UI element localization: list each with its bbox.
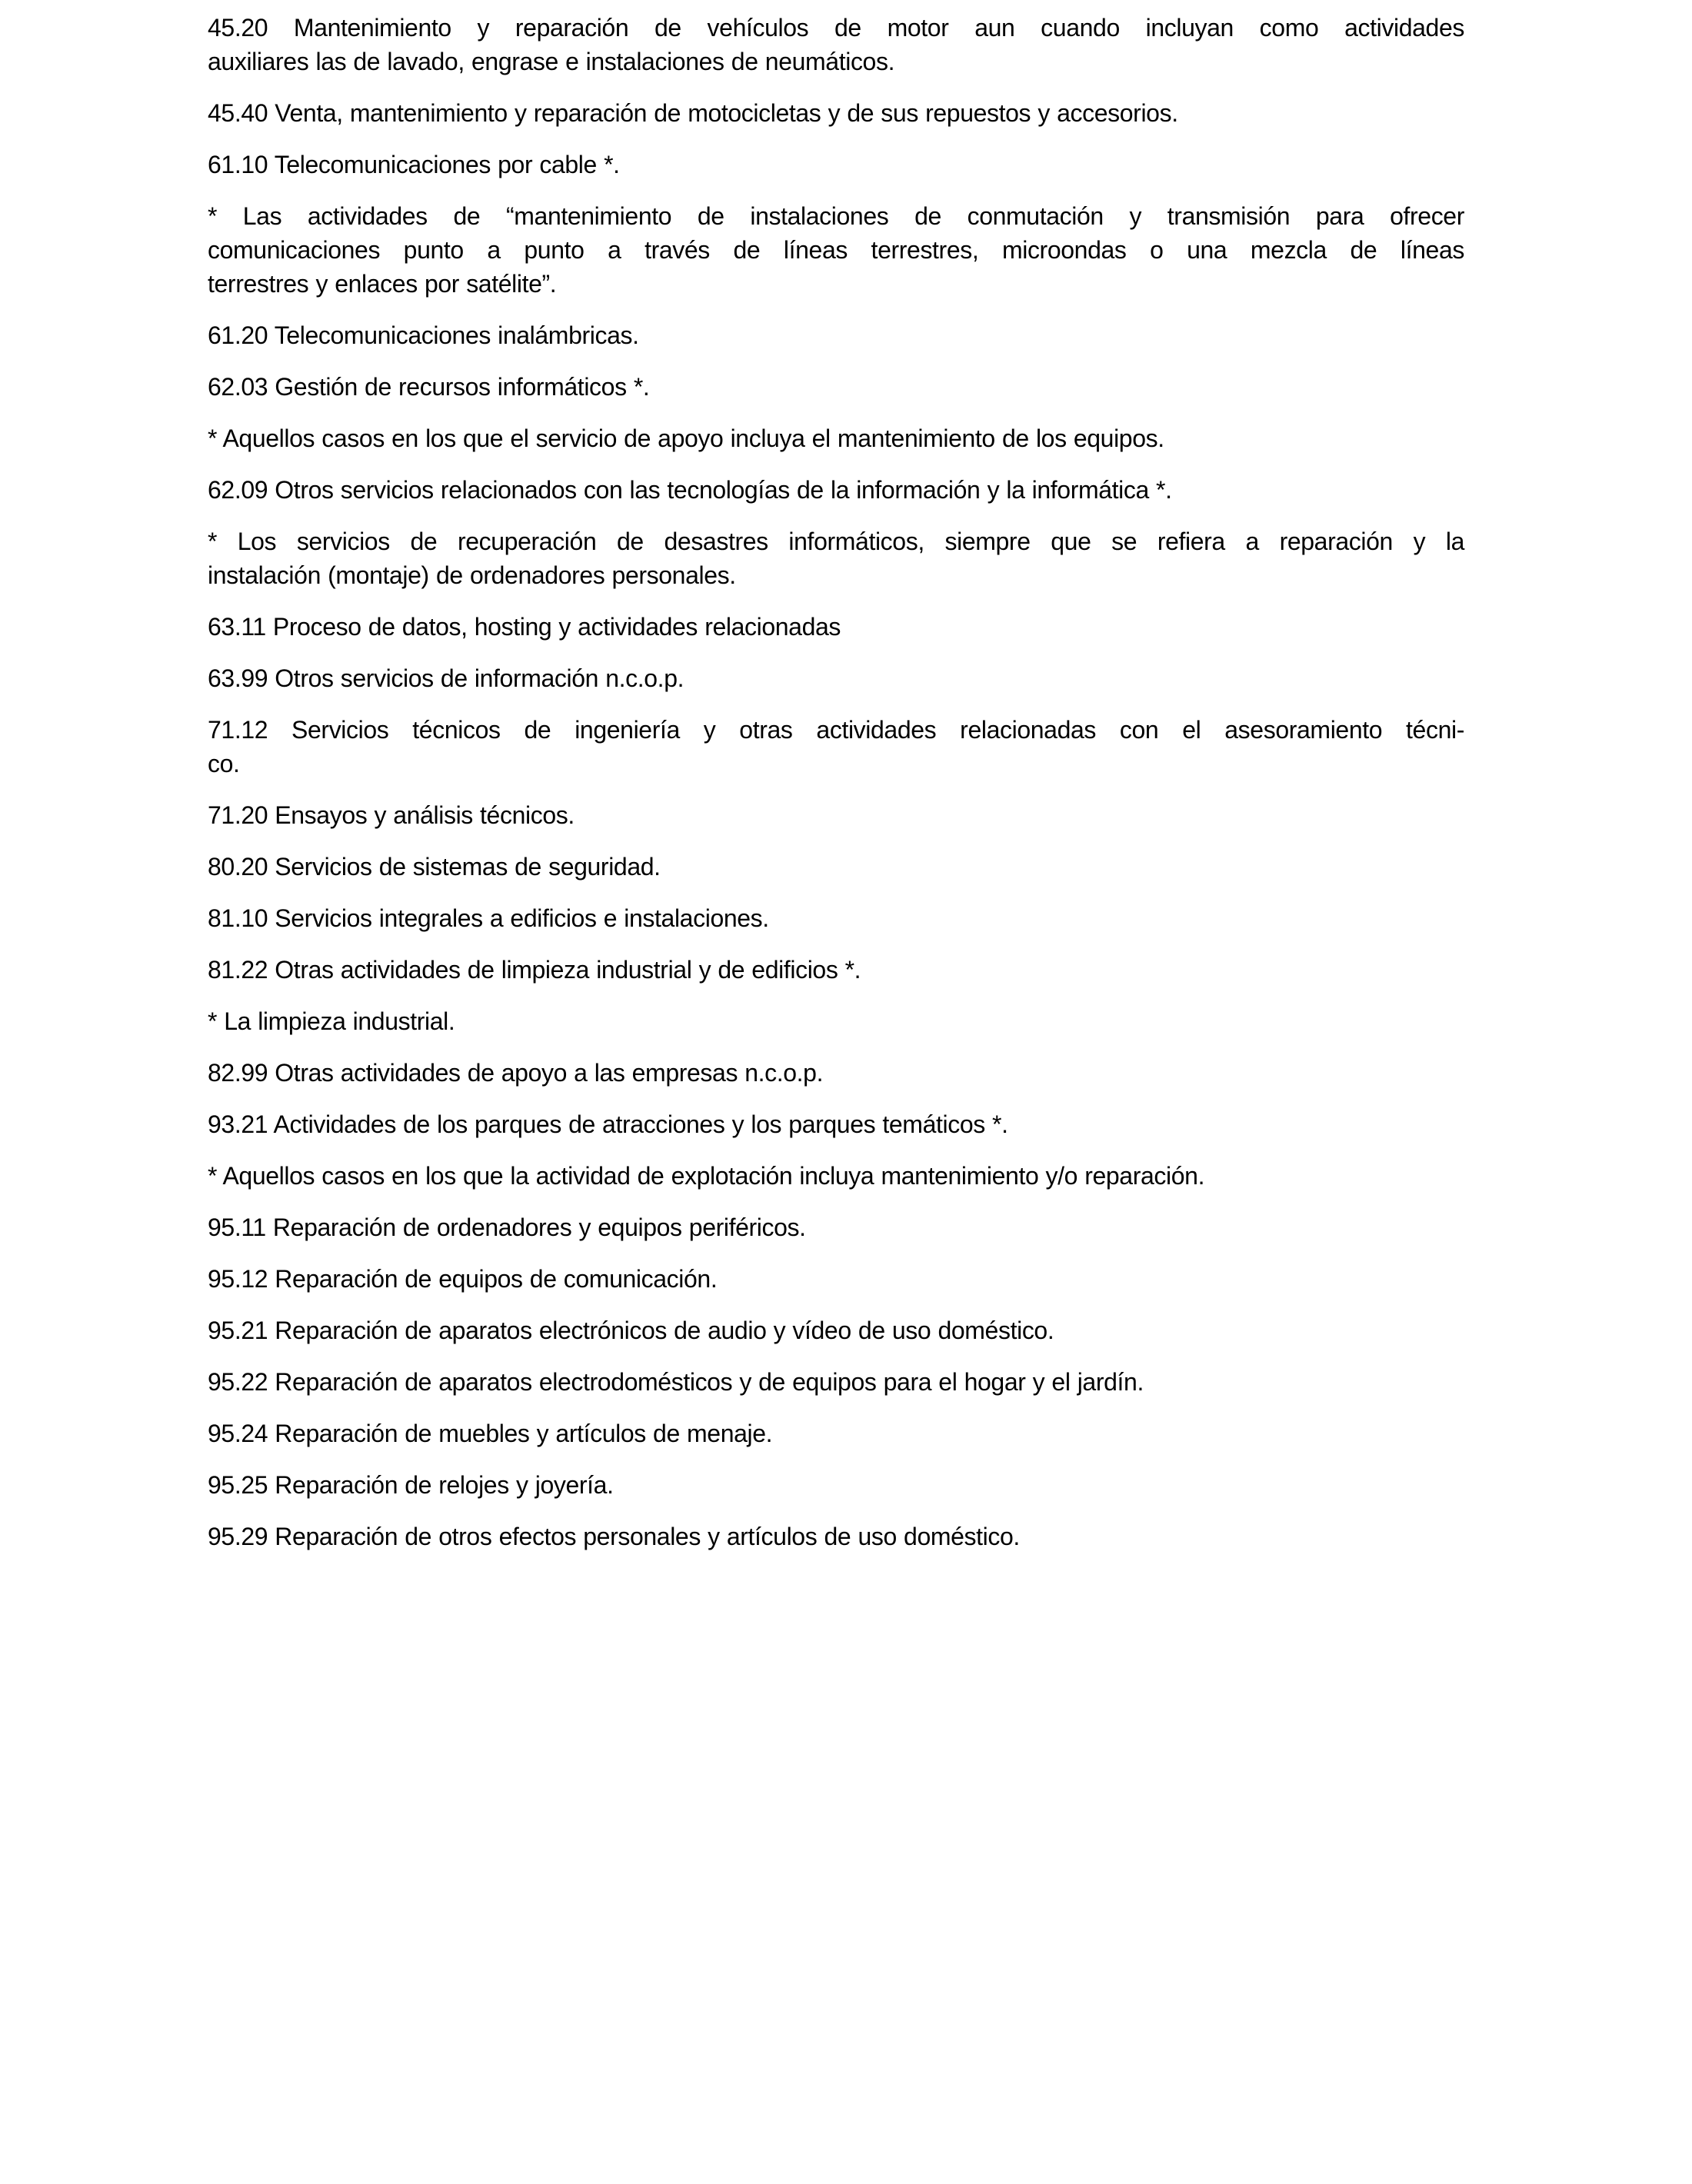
paragraph: [208, 370, 1464, 404]
text-line: 62.03 Gestión de recursos informáticos *.: [208, 373, 650, 401]
text-line: 80.20 Servicios de sistemas de seguridad.: [208, 853, 661, 881]
text-line: 61.20 Telecomunicaciones inalámbricas.: [208, 321, 639, 349]
paragraph: [208, 901, 1464, 935]
text-line: comunicaciones punto a punto a través de líneas terrestres, microondas o una mezcla de líneas: [208, 236, 1464, 264]
text-line: 45.40 Venta, mantenimiento y reparación de motocicletas y de sus repuestos y accesorios.: [208, 99, 1178, 127]
paragraph: [208, 473, 1464, 507]
text-line: terrestres y enlaces por satélite”.: [208, 270, 557, 298]
text-line: 82.99 Otras actividades de apoyo a las empresas n.c.o.p.: [208, 1059, 824, 1087]
text-line: auxiliares las de lavado, engrase e instalaciones de neumáticos.: [208, 48, 895, 75]
text-line: 45.20 Mantenimiento y reparación de vehículos de motor aun cuando incluyan como actividades: [208, 14, 1464, 42]
paragraph: [208, 421, 1464, 455]
paragraph: [208, 1365, 1464, 1399]
text-line: 95.24 Reparación de muebles y artículos de menaje.: [208, 1420, 773, 1447]
text-line: 95.22 Reparación de aparatos electrodomésticos y de equipos para el hogar y el jardín.: [208, 1368, 1144, 1396]
paragraph: [208, 1520, 1464, 1553]
paragraph: [208, 798, 1464, 832]
text-line: 93.21 Actividades de los parques de atracciones y los parques temáticos *.: [208, 1110, 1008, 1138]
text-line: 62.09 Otros servicios relacionados con las tecnologías de la información y la informática *.: [208, 476, 1172, 504]
paragraph: [208, 661, 1464, 695]
text-line: 63.99 Otros servicios de información n.c.o.p.: [208, 664, 684, 692]
paragraph: [208, 953, 1464, 987]
text-line: 95.25 Reparación de relojes y joyería.: [208, 1471, 614, 1499]
text-line: 63.11 Proceso de datos, hosting y actividades relacionadas: [208, 613, 841, 641]
text-line: * Los servicios de recuperación de desastres informáticos, siempre que se refiera a reparación y la: [208, 528, 1464, 555]
text-line: instalación (montaje) de ordenadores personales.: [208, 561, 736, 589]
paragraph: [208, 713, 1464, 781]
text-line: 95.11 Reparación de ordenadores y equipos periféricos.: [208, 1214, 806, 1241]
paragraph: [208, 1107, 1464, 1141]
paragraph: [208, 11, 1464, 78]
paragraph: [208, 1417, 1464, 1450]
text-line: 71.20 Ensayos y análisis técnicos.: [208, 801, 575, 829]
paragraph: [208, 850, 1464, 884]
paragraph: [208, 199, 1464, 301]
text-line: 95.21 Reparación de aparatos electrónicos de audio y vídeo de uso doméstico.: [208, 1317, 1054, 1344]
paragraph: [208, 610, 1464, 644]
text-line: 71.12 Servicios técnicos de ingeniería y otras actividades relacionadas con el asesoramiento técni-: [208, 716, 1464, 744]
text-line: * Aquellos casos en los que el servicio de apoyo incluya el mantenimiento de los equipos.: [208, 424, 1164, 452]
paragraph: [208, 1262, 1464, 1296]
paragraph: [208, 96, 1464, 130]
text-line: * Las actividades de “mantenimiento de instalaciones de conmutación y transmisión para ofrecer: [208, 202, 1464, 230]
paragraph: [208, 1210, 1464, 1244]
paragraph: [208, 1004, 1464, 1038]
text-line: co.: [208, 750, 240, 777]
paragraph: [208, 1468, 1464, 1502]
text-line: 61.10 Telecomunicaciones por cable *.: [208, 151, 620, 178]
paragraph: [208, 1159, 1464, 1193]
paragraph: [208, 318, 1464, 352]
paragraph: [208, 524, 1464, 592]
text-line: 95.12 Reparación de equipos de comunicación.: [208, 1265, 718, 1293]
text-line: 81.22 Otras actividades de limpieza industrial y de edificios *.: [208, 956, 861, 984]
paragraph: [208, 1313, 1464, 1347]
text-line: 95.29 Reparación de otros efectos personales y artículos de uso doméstico.: [208, 1523, 1020, 1550]
text-line: * Aquellos casos en los que la actividad de explotación incluya mantenimiento y/o reparación.: [208, 1162, 1205, 1190]
text-line: * La limpieza industrial.: [208, 1007, 455, 1035]
paragraph: [208, 1056, 1464, 1090]
text-line: 81.10 Servicios integrales a edificios e instalaciones.: [208, 904, 769, 932]
paragraph: [208, 148, 1464, 181]
document-body: [208, 11, 1464, 1571]
